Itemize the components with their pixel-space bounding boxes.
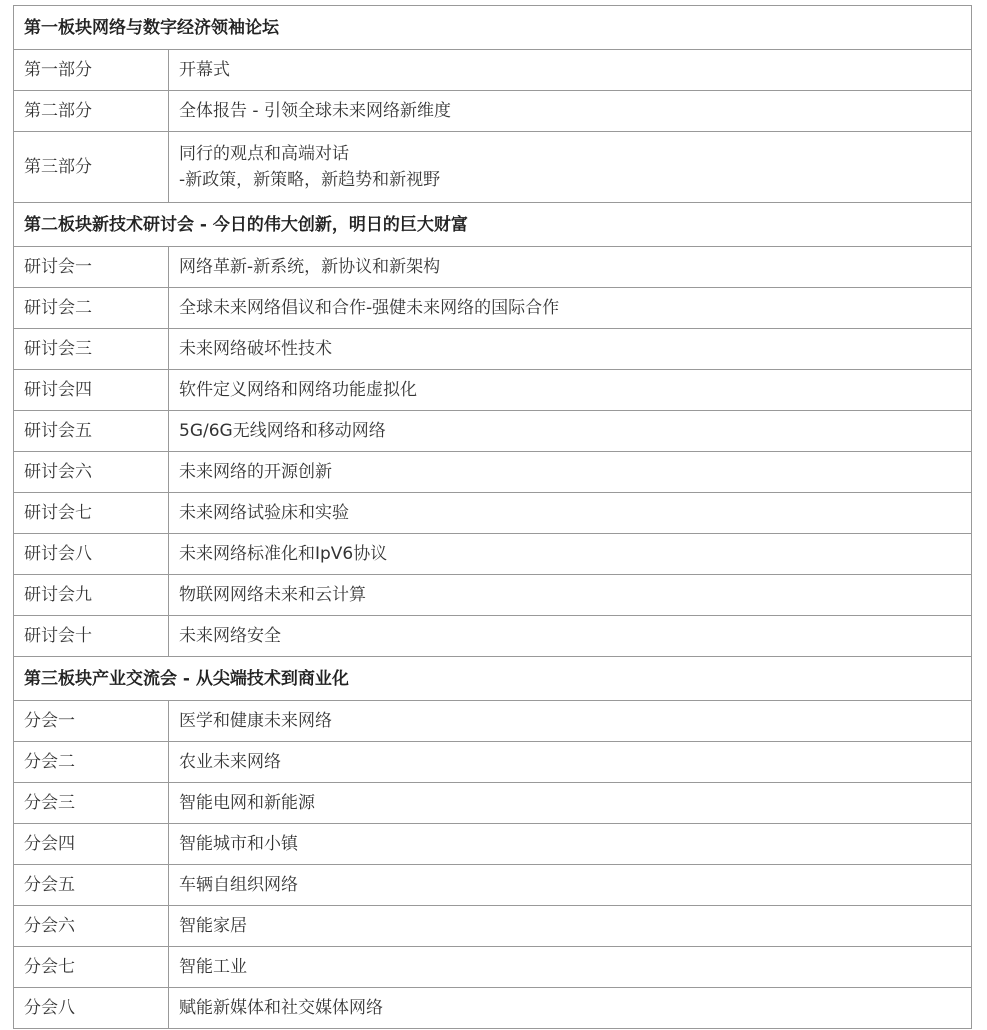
table-row	[14, 865, 972, 906]
row-content-line: 智能家居	[179, 916, 247, 936]
row-content	[169, 906, 972, 947]
row-content-line: 医学和健康未来网络	[179, 711, 332, 731]
table-row	[14, 824, 972, 865]
row-label: 研讨会九	[14, 575, 169, 616]
table-row	[14, 370, 972, 411]
table-row	[14, 329, 972, 370]
row-label: 分会六	[14, 906, 169, 947]
table-row	[14, 906, 972, 947]
row-content-line: 未来网络的开源创新	[179, 462, 332, 482]
row-label: 第二部分	[14, 91, 169, 132]
row-content	[169, 493, 972, 534]
row-content-line: 5G/6G无线网络和移动网络	[179, 421, 386, 441]
row-content-line: 未来网络标准化和IpV6协议	[179, 544, 388, 564]
row-label: 研讨会十	[14, 616, 169, 657]
row-content	[169, 534, 972, 575]
row-content	[169, 824, 972, 865]
row-label: 分会二	[14, 742, 169, 783]
row-content	[169, 865, 972, 906]
row-content-line: 全体报告 - 引领全球未来网络新维度	[179, 101, 451, 121]
table-row	[14, 50, 972, 91]
row-label: 研讨会八	[14, 534, 169, 575]
row-content-line: 开幕式	[179, 60, 230, 80]
row-content-line: 物联网网络未来和云计算	[179, 585, 366, 605]
row-content-line: 农业未来网络	[179, 752, 281, 772]
row-label: 分会八	[14, 988, 169, 1029]
row-content	[169, 132, 972, 203]
row-label: 研讨会六	[14, 452, 169, 493]
agenda-body	[14, 6, 972, 1029]
table-row	[14, 783, 972, 824]
table-row	[14, 493, 972, 534]
row-label: 研讨会七	[14, 493, 169, 534]
row-label: 分会一	[14, 701, 169, 742]
agenda-table	[13, 5, 972, 1029]
row-content	[169, 742, 972, 783]
row-content	[169, 783, 972, 824]
row-content	[169, 947, 972, 988]
row-content	[169, 701, 972, 742]
row-label: 研讨会一	[14, 247, 169, 288]
table-row	[14, 534, 972, 575]
row-content	[169, 91, 972, 132]
row-label: 分会五	[14, 865, 169, 906]
row-content	[169, 988, 972, 1029]
row-label: 研讨会五	[14, 411, 169, 452]
table-row	[14, 247, 972, 288]
row-label: 第一部分	[14, 50, 169, 91]
table-row	[14, 988, 972, 1029]
row-content-line: 智能电网和新能源	[179, 793, 315, 813]
section-header-row	[14, 203, 972, 247]
table-row	[14, 701, 972, 742]
section-title: 第三板块产业交流会 - 从尖端技术到商业化	[14, 657, 972, 701]
table-row	[14, 947, 972, 988]
row-content-line: -新政策，新策略，新趋势和新视野	[179, 170, 441, 190]
row-content-line: 全球未来网络倡议和合作-强健未来网络的国际合作	[179, 298, 560, 318]
table-row	[14, 91, 972, 132]
section-header-row	[14, 6, 972, 50]
table-row	[14, 742, 972, 783]
row-label: 研讨会二	[14, 288, 169, 329]
row-content	[169, 452, 972, 493]
table-row	[14, 575, 972, 616]
row-content	[169, 370, 972, 411]
table-row	[14, 411, 972, 452]
section-title: 第二板块新技术研讨会 - 今日的伟大创新，明日的巨大财富	[14, 203, 972, 247]
table-row	[14, 132, 972, 203]
row-content-line: 车辆自组织网络	[179, 875, 298, 895]
row-content	[169, 616, 972, 657]
row-label: 分会三	[14, 783, 169, 824]
row-content	[169, 575, 972, 616]
row-content	[169, 329, 972, 370]
row-content-line: 未来网络安全	[179, 626, 281, 646]
row-content-line: 赋能新媒体和社交媒体网络	[179, 998, 383, 1018]
row-content-line: 智能城市和小镇	[179, 834, 298, 854]
table-row	[14, 616, 972, 657]
row-label: 研讨会四	[14, 370, 169, 411]
table-row	[14, 452, 972, 493]
row-label: 研讨会三	[14, 329, 169, 370]
row-content	[169, 288, 972, 329]
table-row	[14, 288, 972, 329]
row-content-line: 同行的观点和高端对话	[179, 144, 349, 164]
row-label: 分会七	[14, 947, 169, 988]
row-label: 分会四	[14, 824, 169, 865]
row-content-line: 软件定义网络和网络功能虚拟化	[179, 380, 417, 400]
section-header-row	[14, 657, 972, 701]
row-content	[169, 247, 972, 288]
row-content-line: 未来网络破坏性技术	[179, 339, 332, 359]
row-label: 第三部分	[14, 132, 169, 203]
section-title: 第一板块网络与数字经济领袖论坛	[14, 6, 972, 50]
row-content-line: 智能工业	[179, 957, 247, 977]
row-content	[169, 411, 972, 452]
row-content	[169, 50, 972, 91]
row-content-line: 网络革新-新系统，新协议和新架构	[179, 257, 441, 277]
row-content-line: 未来网络试验床和实验	[179, 503, 349, 523]
